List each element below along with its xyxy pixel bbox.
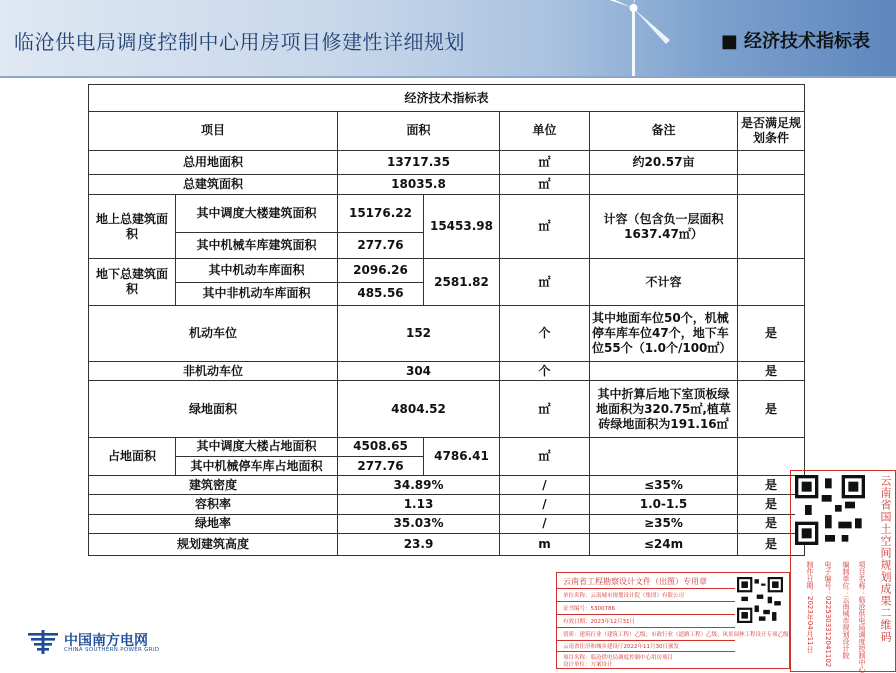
qr-code-icon (795, 475, 865, 545)
table-row: 其中机械停车库占地面积 277.76 (89, 457, 805, 476)
table-row: 容积率 1.13 / 1.0-1.5 是 (89, 495, 805, 514)
header-meet: 是否满足规划条件 (738, 112, 805, 150)
seal-title: 云南省工程勘察设计文件（出图）专用章 (563, 577, 707, 586)
table-row: 地下总建筑面积 其中机动车库面积 2096.26 2581.82 ㎡ 不计容 (89, 259, 805, 282)
header-divider (0, 76, 896, 78)
table-row: 总用地面积 13717.35 ㎡ 约20.57亩 (89, 150, 805, 174)
header-unit: 单位 (500, 112, 590, 150)
wind-turbine-image (560, 0, 720, 76)
economic-indicators-table (88, 84, 805, 556)
qr-stamp-line: 编制单位：云南城市规划设计院 (842, 561, 850, 659)
table-row: 其中机械车库建筑面积 277.76 (89, 233, 805, 259)
table-caption: 经济技术指标表 (89, 85, 805, 112)
header-item: 项目 (89, 112, 338, 150)
header-area: 面积 (338, 112, 500, 150)
page-title: 临沧供电局调度控制中心用房项目修建性详细规划 (14, 30, 465, 54)
table-row: 占地面积 其中调度大楼占地面积 4508.65 4786.41 ㎡ (89, 437, 805, 456)
table-row: 规划建筑高度 23.9 m ≤24m 是 (89, 533, 805, 555)
csg-logo (28, 628, 168, 656)
seal-line: 证书编号：5300786 (563, 606, 615, 612)
logo-text-en: CHINA SOUTHERN POWER GRID (64, 647, 160, 653)
table-row: 非机动车位 304 个 是 (89, 362, 805, 381)
qr-stamp-title: 云南省国土空间规划成果二维码 (879, 475, 892, 643)
seal-line: 有效日期：2023年12月31日 (563, 619, 635, 625)
seal-line: 设计单位：方案设计 (563, 662, 613, 668)
seal-line: 云南省住房和城乡建设厅2022年11月30日颁发 (563, 644, 679, 650)
qr-stamp-line: 项目名称：临沧供电局调度控制中心 (858, 561, 866, 673)
table-row: 机动车位 152 个 其中地面车位50个，机械停车库车位47个，地下车位55个（1.0个/100㎡） 是 (89, 305, 805, 361)
table-row: 绿地率 35.03% / ≥35% 是 (89, 514, 805, 533)
table-row: 其中非机动车库面积 485.56 (89, 282, 805, 305)
qr-code-icon (737, 577, 783, 623)
seal-line: 资质：建筑行业（建筑工程）乙级；市政行业（道路工程）乙级；风景园林工程设计专项乙级 (563, 632, 789, 638)
table-row: 绿地面积 4804.52 ㎡ 其中折算后地下室顶板绿地面积为320.75㎡,植草砖绿地面积为191.16㎡ 是 (89, 381, 805, 437)
header-banner (0, 0, 896, 76)
table-row: 总建筑面积 18035.8 ㎡ (89, 174, 805, 194)
logo-text-cn: 中国南方电网 (64, 633, 148, 649)
seal-line: 单位名称：云南城市规划设计院（集团）有限公司 (563, 593, 685, 599)
design-seal-stamp (556, 572, 790, 669)
table-row: 地上总建筑面积 其中调度大楼建筑面积 15176.22 15453.98 ㎡ 计容（包含负一层面积1637.47㎡） (89, 194, 805, 232)
qr-stamp-line: 电子编号：0225303312041102 (824, 561, 832, 668)
section-title: ■ 经济技术指标表 (720, 31, 870, 52)
planning-qr-stamp (790, 470, 896, 672)
header-note: 备注 (590, 112, 738, 150)
table-row: 建筑密度 34.89% / ≤35% 是 (89, 476, 805, 495)
qr-stamp-line: 制作日期：2023年04月11日 (806, 561, 814, 653)
csg-logo-icon (28, 630, 58, 654)
seal-line: 项目名称：临沧供电局调度控制中心用房项目 (563, 655, 674, 661)
